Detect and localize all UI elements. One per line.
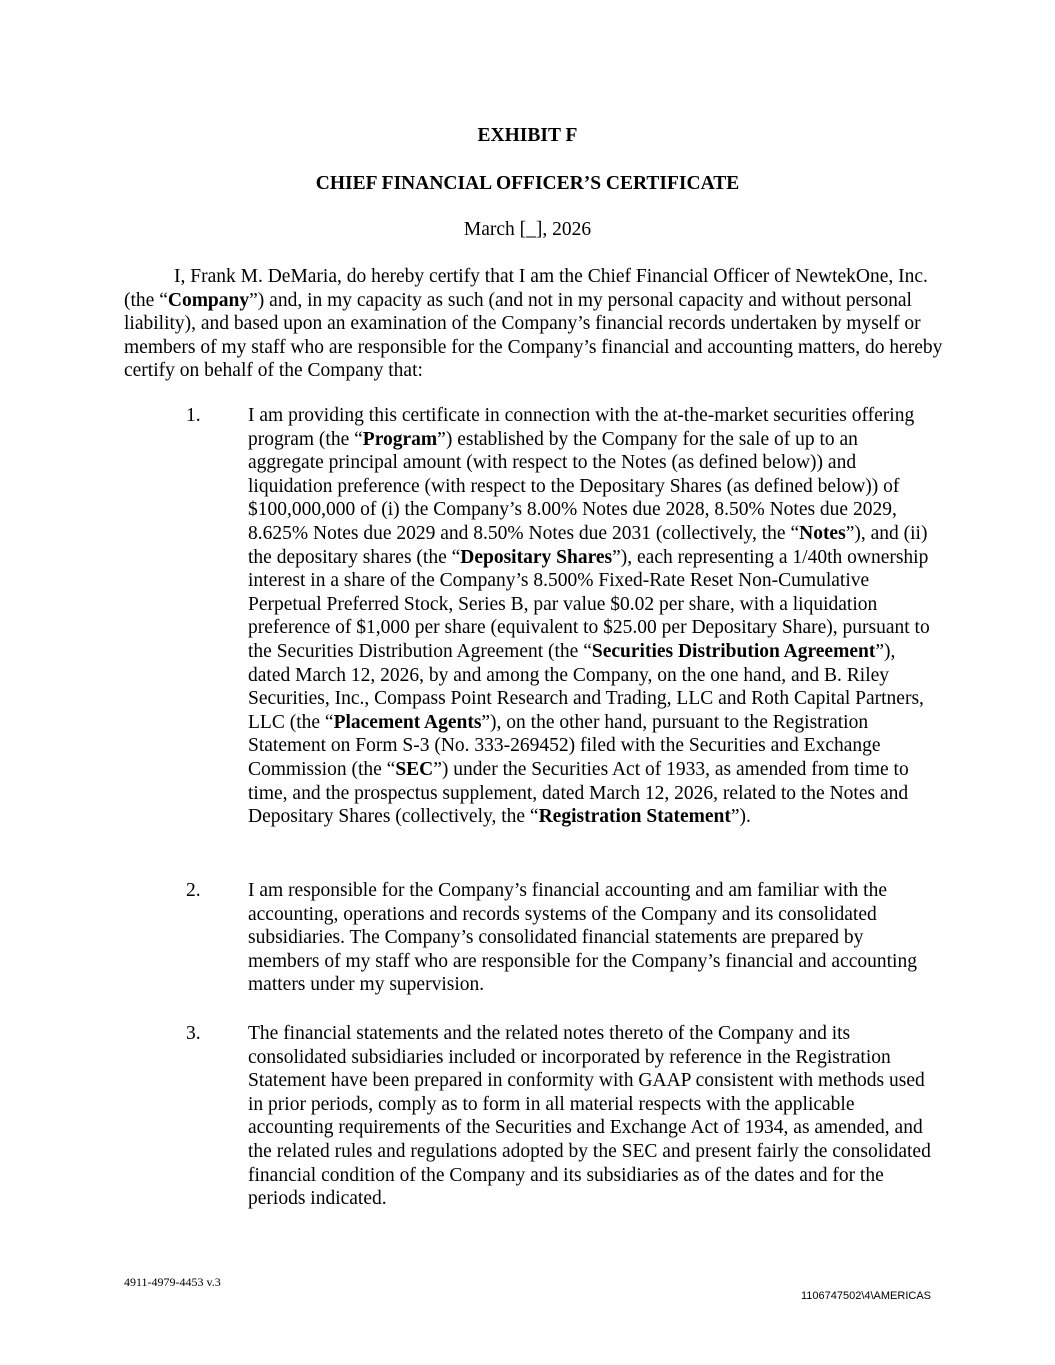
- item-1-text-8: ”).: [730, 806, 751, 828]
- item-number: 3.: [186, 1023, 201, 1044]
- item-1-text-5: ”), dated March 12, 2026, by and among the Company, on the one hand, and B. Riley Securities, Inc., Compass Point Research and Trading, LLC and Roth Capital Partners, LLC (the “: [248, 640, 924, 733]
- document-id: 4911-4979-4453 v.3: [124, 1275, 221, 1289]
- exhibit-label: EXHIBIT F: [477, 125, 578, 146]
- intro-paragraph: [124, 265, 944, 383]
- certificate-date: March [_], 2026: [463, 219, 592, 240]
- term-program: Program: [362, 428, 438, 450]
- certificate-title: CHIEF FINANCIAL OFFICER’S CERTIFICATE: [315, 173, 740, 194]
- intro-text-1: I, Frank M. DeMaria, do hereby certify that I am the Chief Financial Officer of NewtekOne, Inc. (the “: [124, 266, 928, 311]
- intro-text-2: ”) and, in my capacity as such (and not in my personal capacity and without personal liability), and based upon an examination of the Company’s financial records undertaken by myself or members of my staff who are responsible for the Company’s financial and accounting matters, do hereby certify on behalf of the Company that:: [124, 289, 943, 382]
- intro-term-company: Company: [167, 289, 250, 311]
- document-reference: 1106747502\4\AMERICAS: [800, 1290, 931, 1302]
- term-notes: Notes: [799, 522, 846, 544]
- term-depositary-shares: Depositary Shares: [460, 546, 613, 568]
- term-placement-agents: Placement Agents: [333, 711, 482, 733]
- term-securities-distribution-agreement: Securities Distribution Agreement: [591, 640, 876, 662]
- item-1-text-1: I am providing this certificate in connection with the at-the-market securities offering program (the “: [248, 405, 915, 450]
- term-registration-statement: Registration Statement: [538, 806, 731, 828]
- item-1-text-6: ”), on the other hand, pursuant to the Registration Statement on Form S-3 (No. 333-269452) filed with the Securities and Exchange Commission (the “: [248, 711, 881, 780]
- item-1-text-2: ”) established by the Company for the sale of up to an aggregate principal amount (with respect to the Notes (as defined below)) and liquidation preference (with respect to the Depositary Shares (as defined below)) of $100,000,000 of (i) the Company’s 8.00% Notes due 2028, 8.50% Notes due 2029, 8.625% Notes due 2029 and 8.50% Notes due 2031 (collectively, the “: [248, 428, 900, 544]
- item-1-text-7: ”) under the Securities Act of 1933, as amended from time to time, and the prospectus supplement, dated March 12, 2026, related to the Notes and Depositary Shares (collectively, the “: [248, 758, 909, 828]
- item-text: The financial statements and the related notes thereto of the Company and its consolidated subsidiaries included or incorporated by reference in the Registration Statement have been prepared in conformity with GAAP consistent with methods used in prior periods, comply as to form in all material respects with the applicable accounting requirements of the Securities and Exchange Act of 1934, as amended, and the related rules and regulations adopted by the SEC and present fairly the consolidated financial condition of the Company and its subsidiaries as of the dates and for the periods indicated.: [248, 1023, 931, 1210]
- item-1-text-4: ”), each representing a 1/40th ownership interest in a share of the Company’s 8.500% Fixed-Rate Reset Non-Cumulative Perpetual Preferred Stock, Series B, par value $0.02 per share, with a liquidation preference of $1,000 per share (equivalent to $25.00 per Depositary Share), pursuant to the Securities Distribution Agreement (the “: [248, 546, 930, 662]
- item-1-text-3: ”), and (ii) the depositary shares (the “: [248, 522, 928, 568]
- item-text: I am responsible for the Company’s financial accounting and am familiar with the accounting, operations and records systems of the Company and its consolidated subsidiaries. The Company’s consolidated financial statements are prepared by members of my staff who are responsible for the Company’s financial and accounting matters under my supervision.: [248, 880, 917, 996]
- term-sec: SEC: [395, 758, 434, 780]
- item-number: 2.: [186, 880, 201, 901]
- item-text: [248, 404, 938, 829]
- item-number: 1.: [186, 405, 201, 426]
